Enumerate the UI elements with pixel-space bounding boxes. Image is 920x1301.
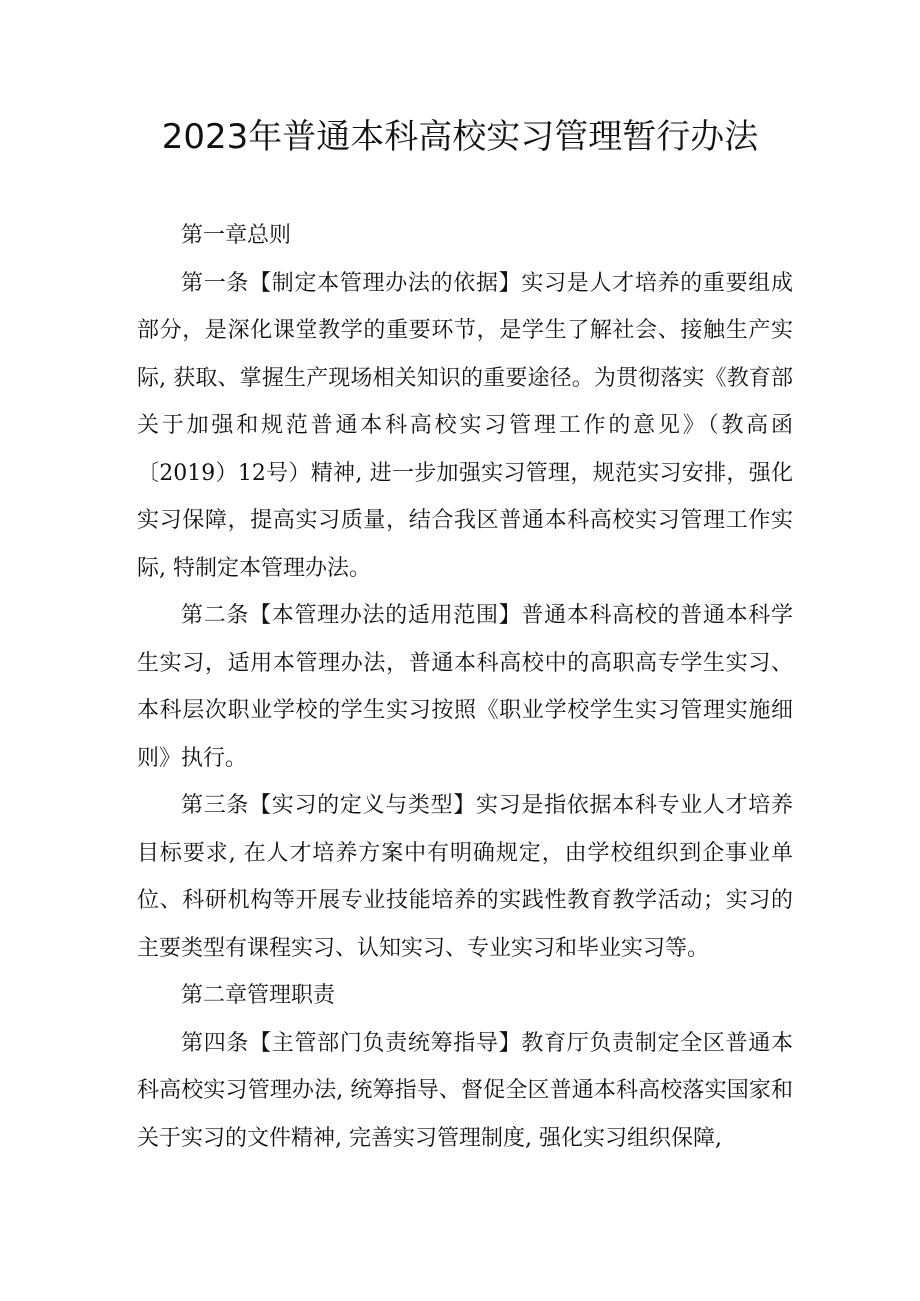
document-title: 2023年普通本科高校实习管理暂行办法 <box>161 117 759 157</box>
document-body <box>137 212 793 1162</box>
article-paragraph: 第二条【本管理办法的适用范围】普通本科高校的普通本科学生实习，适用本管理办法，普通本科高校中的高职高专学生实习、本科层次职业学校的学生实习按照《职业学校学生实习管理实施细则》执行。 <box>137 603 793 771</box>
article-paragraph: 第三条【实习的定义与类型】实习是指依据本科专业人才培养目标要求, 在人才培养方案中有明确规定，由学校组织到企事业单位、科研机构等开展专业技能培养的实践性教育教学活动；实习的主要类型有课程实习、认知实习、专业实习和毕业实习等。 <box>137 793 793 961</box>
chapter-heading: 第一章总则 <box>181 223 292 248</box>
article-paragraph: 第四条【主管部门负责统筹指导】教育厅负责制定全区普通本科高校实习管理办法, 统筹指导、督促全区普通本科高校落实国家和关于实习的文件精神, 完善实习管理制度, 强化实习组织保障, <box>137 1030 793 1151</box>
article-paragraph: 第一条【制定本管理办法的依据】实习是人才培养的重要组成部分，是深化课堂教学的重要环节，是学生了解社会、接触生产实际, 获取、掌握生产现场相关知识的重要途径。为贯彻落实《教育部关于加强和规范普通本科高校实习管理工作的意见》（教高函〔2019）12号）精神, 进一步加强实习管理，规范实习安排，强化实习保障，提高实习质量，结合我区普通本科高校实习管理工作实际, 特制定本管理办法。 <box>137 270 793 581</box>
chapter-heading: 第二章管理职责 <box>181 983 336 1008</box>
